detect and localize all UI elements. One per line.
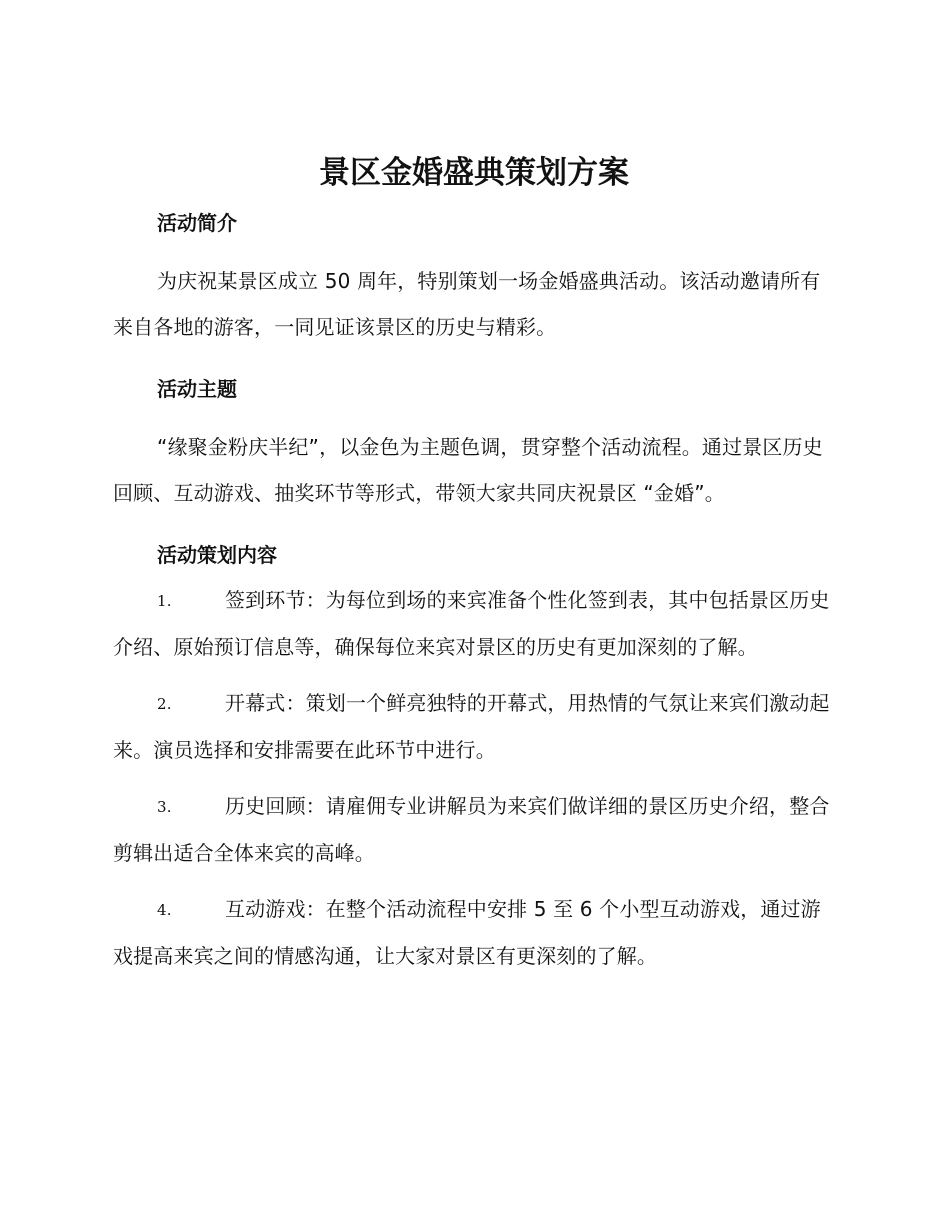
list-item-text: 历史回顾：请雇佣专业讲解员为来宾们做详细的景区历史介绍，整合剪辑出适合全体来宾的高峰。	[113, 794, 830, 865]
list-item	[113, 783, 835, 876]
list-item-number: 2.	[157, 695, 172, 713]
section-spacing	[113, 350, 835, 377]
activity-introduction-paragraph: 为庆祝某景区成立 50 周年，特别策划一场金婚盛典活动。该活动邀请所有来自各地的游客，一同见证该景区的历史与精彩。	[113, 269, 821, 339]
list-item-text: 互动游戏：在整个活动流程中安排 5 至 6 个小型互动游戏，通过游戏提高来宾之间的情感沟通，让大家对景区有更深刻的了解。	[113, 897, 821, 968]
list-item-number: 3.	[157, 798, 172, 816]
heading-spacing	[113, 235, 835, 258]
list-item	[113, 680, 835, 773]
list-item-number: 1.	[157, 592, 172, 610]
list-item-text: 开幕式：策划一个鲜亮独特的开幕式，用热情的气氛让来宾们激动起来。演员选择和安排需要在此环节中进行。	[113, 691, 830, 762]
list-item-number: 4.	[157, 901, 172, 919]
list-item-text: 签到环节：为每位到场的来宾准备个性化签到表，其中包括景区历史介绍、原始预订信息等，确保每位来宾对景区的历史有更加深刻的了解。	[113, 588, 830, 659]
heading-spacing	[113, 401, 835, 424]
section-heading-activity-introduction: 活动简介	[157, 211, 237, 235]
section-heading-activity-theme: 活动主题	[157, 377, 237, 401]
list-item	[113, 577, 835, 670]
activity-plan-list	[113, 577, 835, 979]
section-heading-activity-plan: 活动策划内容	[157, 543, 277, 567]
title-spacing	[113, 198, 835, 211]
document-body	[113, 148, 835, 989]
activity-theme-paragraph: “缘聚金粉庆半纪”，以金色为主题色调，贯穿整个活动流程。通过景区历史回顾、互动游戏、抽奖环节等形式，带领大家共同庆祝景区 “金婚”。	[113, 435, 823, 505]
heading-list-spacing	[113, 567, 835, 577]
section-spacing	[113, 516, 835, 543]
document-title: 景区金婚盛典策划方案	[319, 155, 629, 191]
list-item	[113, 886, 835, 979]
